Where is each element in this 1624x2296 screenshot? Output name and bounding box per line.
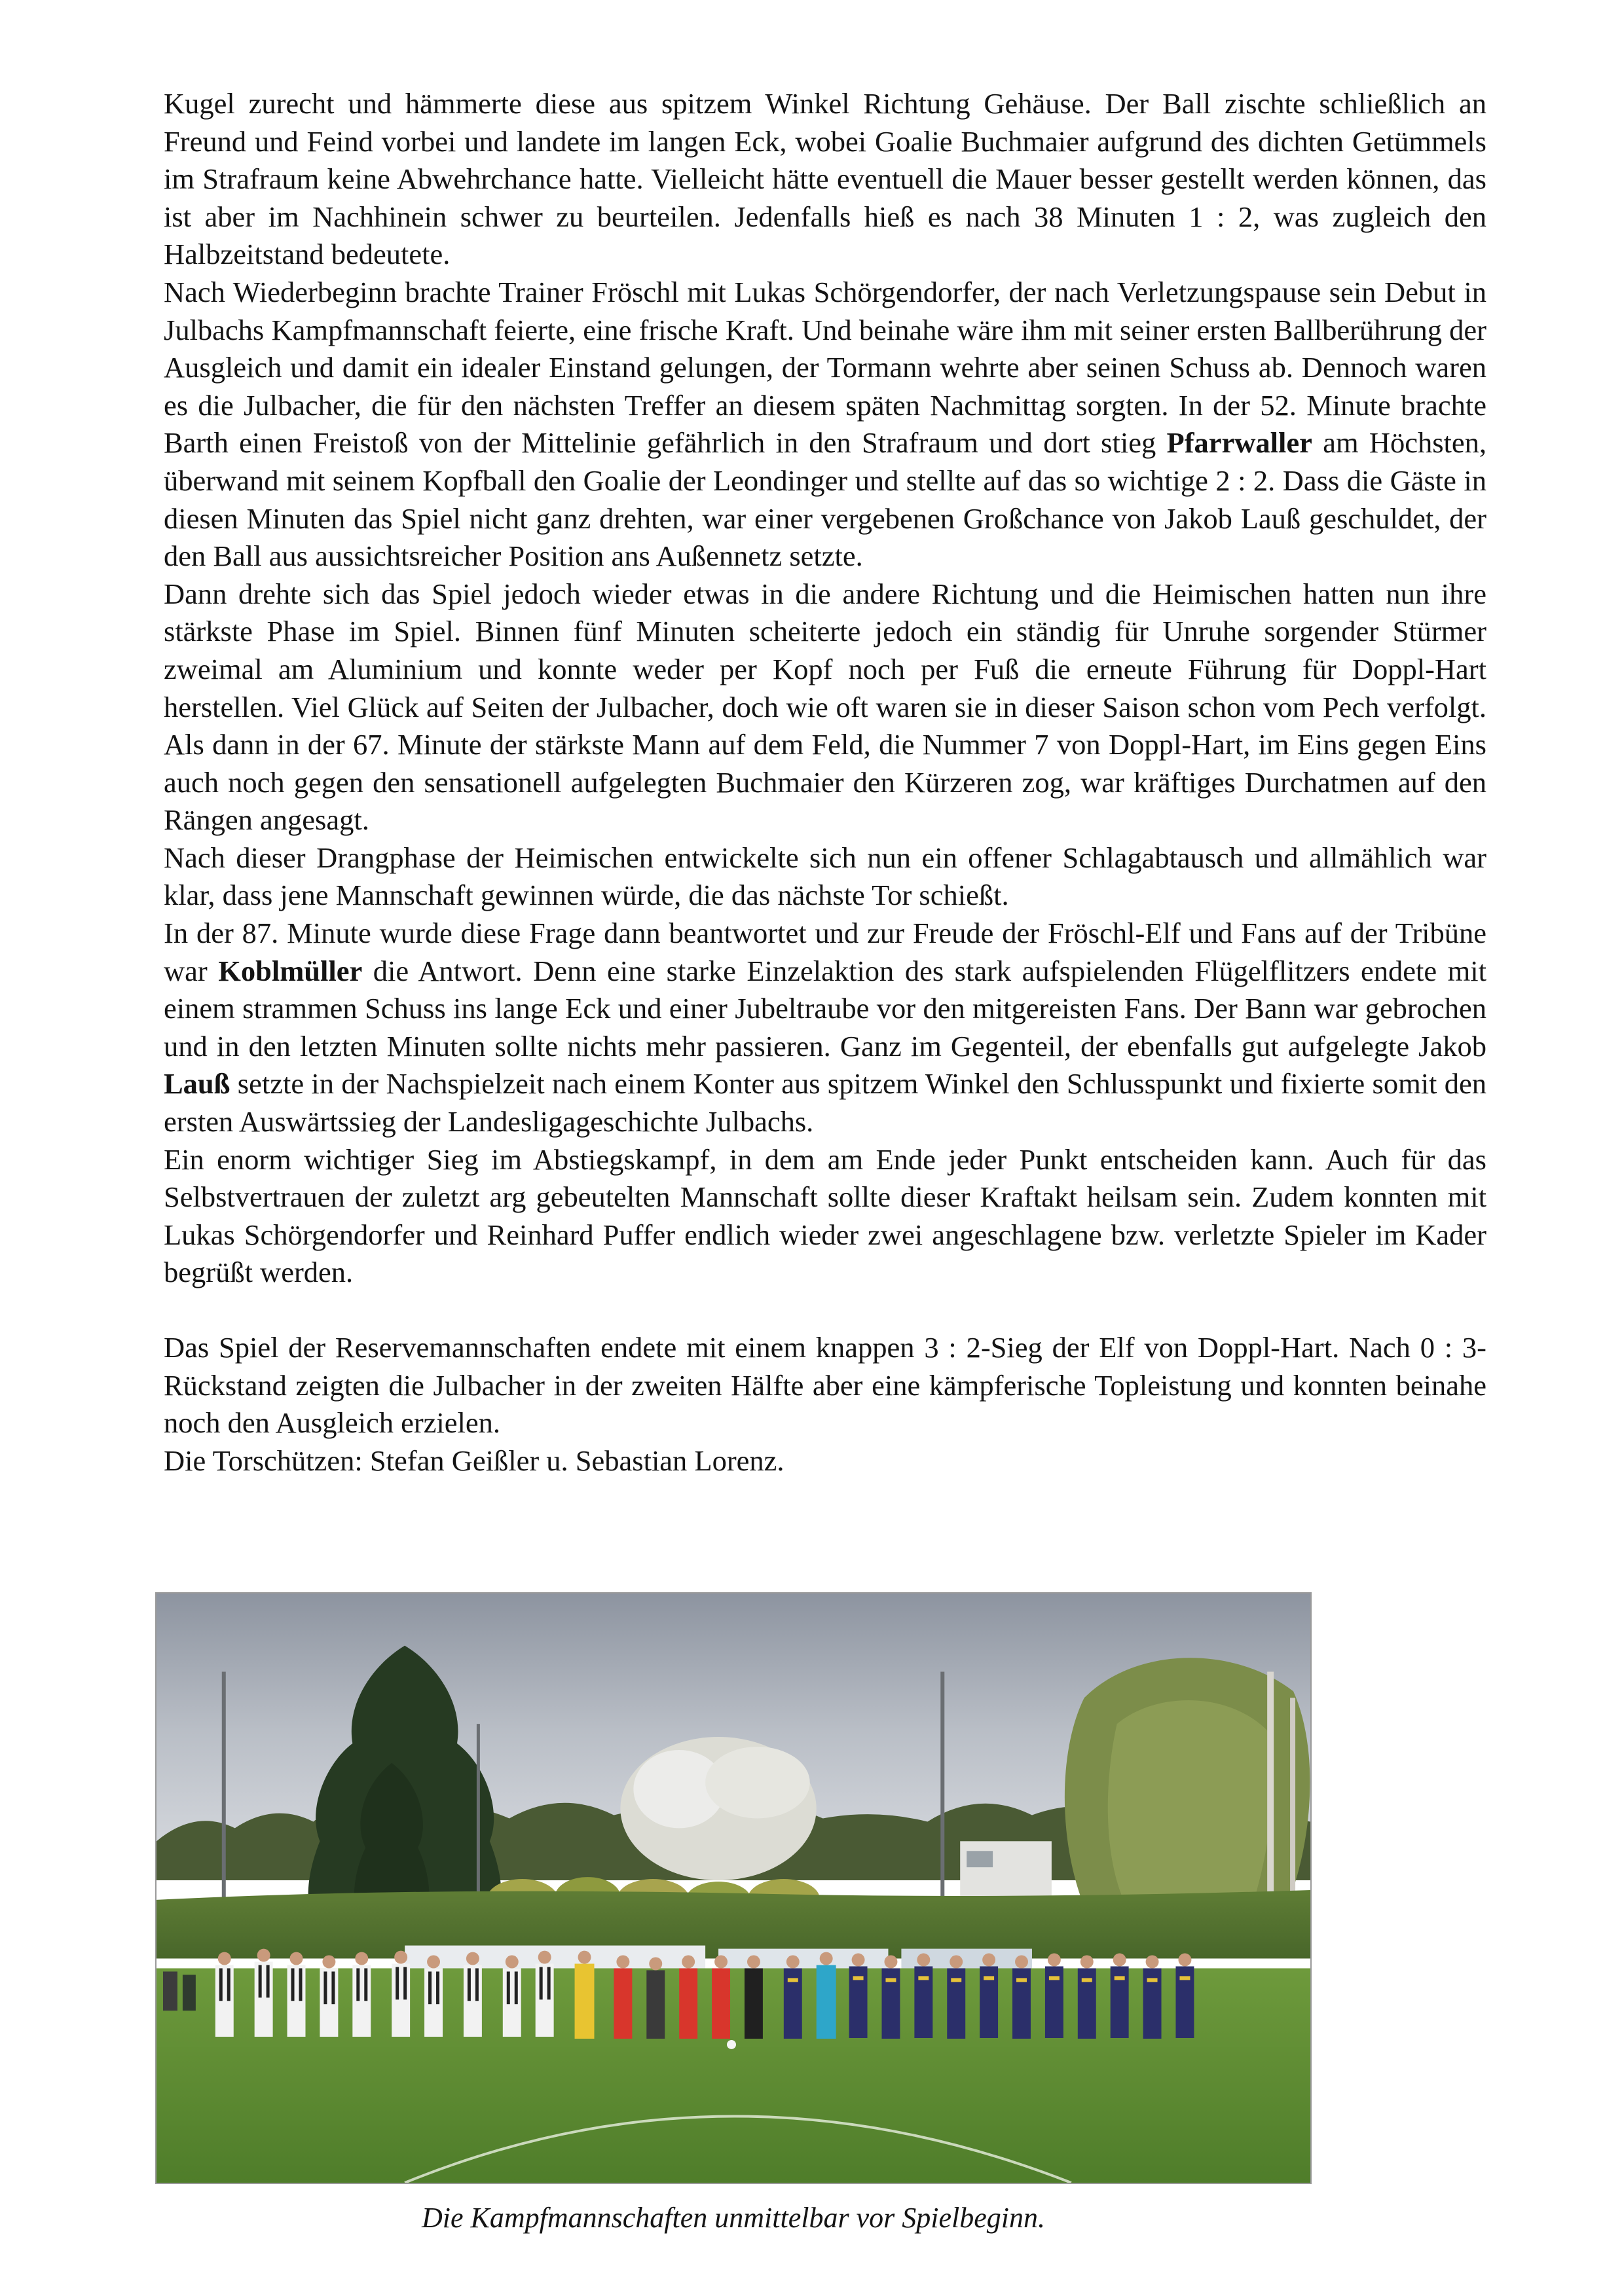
paragraph-winning-goal-text-c: setzte in der Nachspielzeit nach einem Konter aus spitzem Winkel den Schlusspunkt und fixierte somit den ersten Auswärtssieg der Landesligageschichte Julbachs. xyxy=(164,1067,1486,1139)
paragraph-winning-goal xyxy=(164,915,1486,1141)
paragraph-second-half-text-a: Nach Wiederbeginn brachte Trainer Fröschl mit Lukas Schörgendorfer, der nach Verletzungspause sein Debut in Julbachs Kampfmannschaft feierte, eine frische Kraft. Und beinahe wäre ihm mit seiner ersten Ballberührung der Ausgleich und damit ein idealer Einstand gelungen, der Tormann wehrte aber seinen Schuss ab. Dennoch waren es die Julbacher, die für den nächsten Treffer an diesem späten Nachmittag sorgten. In der 52. Minute brachte Barth einen Freistoß von der Mittelinie gefährlich in den Strafraum und dort stieg xyxy=(164,275,1486,460)
paragraph-home-phase-text: Dann drehte sich das Spiel jedoch wieder etwas in die andere Richtung und die Heimischen hatten nun ihre stärkste Phase im Spiel. Binnen fünf Minuten scheiterte jedoch ein ständig für Unruhe sorgender Stürmer zweimal am Aluminium und konnte weder per Kopf noch per Fuß die erneute Führung für Doppl-Hart herstellen. Viel Glück auf Seiten der Julbacher, doch wie oft waren sie in dieser Saison schon vom Pech verfolgt. Als dann in der 67. Minute der stärkste Mann auf dem Feld, die Nummer 7 von Doppl-Hart, im Eins gegen Eins auch noch gegen den sensationell aufgelegten Buchmaier den Kürzeren zog, war kräftiges Durchatmen auf den Rängen angesagt. xyxy=(164,577,1486,837)
player-name-pfarrwaller: Pfarrwaller xyxy=(1166,426,1312,460)
paragraph-home-phase xyxy=(164,575,1486,839)
paragraph-second-half-text-b: am Höchsten, überwand mit seinem Kopfball den Goalie der Leondinger und stellte auf das so wichtige 2 : 2. Dass die Gäste in diesen Minuten das Spiel nicht ganz drehten, war einer vergebenen Großchance von Jakob Lauß geschuldet, der den Ball aus aussichtsreicher Position ans Außennetz setzte. xyxy=(164,426,1487,573)
paragraph-halftime xyxy=(164,85,1486,274)
home-goalkeeper xyxy=(575,1963,595,2038)
paragraph-winning-goal-text-b: die Antwort. Denn eine starke Einzelaktion des stark aufspielenden Flügelflitzers endete mit einem strammen Schuss ins lange Eck und einer Jubeltraube vor den mitgereisten Fans. Der Bann war gebrochen und in den letzten Minuten sollte nichts mehr passieren. Ganz im Gegenteil, der ebenfalls gut aufgelegte Jakob xyxy=(164,954,1487,1063)
paragraph-halftime-text: Kugel zurecht und hämmerte diese aus spitzem Winkel Richtung Gehäuse. Der Ball zischte schließlich an Freund und Feind vorbei und landete im langen Eck, wobei Goalie Buchmaier aufgrund des dichten Getümmels im Strafraum keine Abwehrchance hatte. Vielleicht hätte eventuell die Mauer besser gestellt werden können, das ist aber im Nachhinein schwer zu beurteilen. Jedenfalls hieß es nach 38 Minuten 1 : 2, was zugleich den Halbzeitstand bedeutete. xyxy=(164,87,1486,271)
paragraph-exchange xyxy=(164,839,1486,915)
paragraph-scorers xyxy=(164,1442,1486,1480)
paragraph-winning-goal-text-a: In der 87. Minute wurde diese Frage dann beantwortet und zur Freude der Fröschl-Elf und Fans auf der Tribüne war xyxy=(164,917,1486,987)
away-goalkeeper xyxy=(817,1965,836,2039)
team-lineup-illustration xyxy=(157,1594,1310,2183)
paragraph-exchange-text: Nach dieser Drangphase der Heimischen entwickelte sich nun ein offener Schlagabtausch und allmählich war klar, dass jene Mannschaft gewinnen würde, die das nächste Tor schießt. xyxy=(164,841,1486,912)
paragraph-reserve xyxy=(164,1329,1486,1442)
article-body xyxy=(164,85,1486,1480)
paragraph-scorers-text: Die Torschützen: Stefan Geißler u. Sebastian Lorenz. xyxy=(164,1444,784,1477)
paragraph-reserve-text: Das Spiel der Reservemannschaften endete mit einem knappen 3 : 2-Sieg der Elf von Doppl-Hart. Nach 0 : 3-Rückstand zeigten die Julbacher in der zweiten Hälfte aber eine kämpferische Topleistung und konnten beinahe noch den Ausgleich erzielen. xyxy=(164,1331,1486,1440)
football xyxy=(727,2040,736,2049)
team-lineup-photo xyxy=(155,1592,1312,2184)
photo-caption: Die Kampfmannschaften unmittelbar vor Spielbeginn. xyxy=(422,2202,1045,2234)
paragraph-conclusion xyxy=(164,1141,1486,1292)
paragraph-conclusion-text: Ein enorm wichtiger Sieg im Abstiegskampf, in dem am Ende jeder Punkt entscheiden kann. Auch für das Selbstvertrauen der zuletzt arg gebeutelten Mannschaft sollte dieser Kraftakt heilsam sein. Zudem konnten mit Lukas Schörgendorfer und Reinhard Puffer endlich wieder zwei angeschlagene bzw. verletzte Spieler im Kader begrüßt werden. xyxy=(164,1142,1486,1289)
player-name-koblmueller: Koblmüller xyxy=(218,954,363,987)
paragraph-second-half xyxy=(164,274,1486,575)
player-name-lauss: Lauß xyxy=(164,1067,231,1101)
